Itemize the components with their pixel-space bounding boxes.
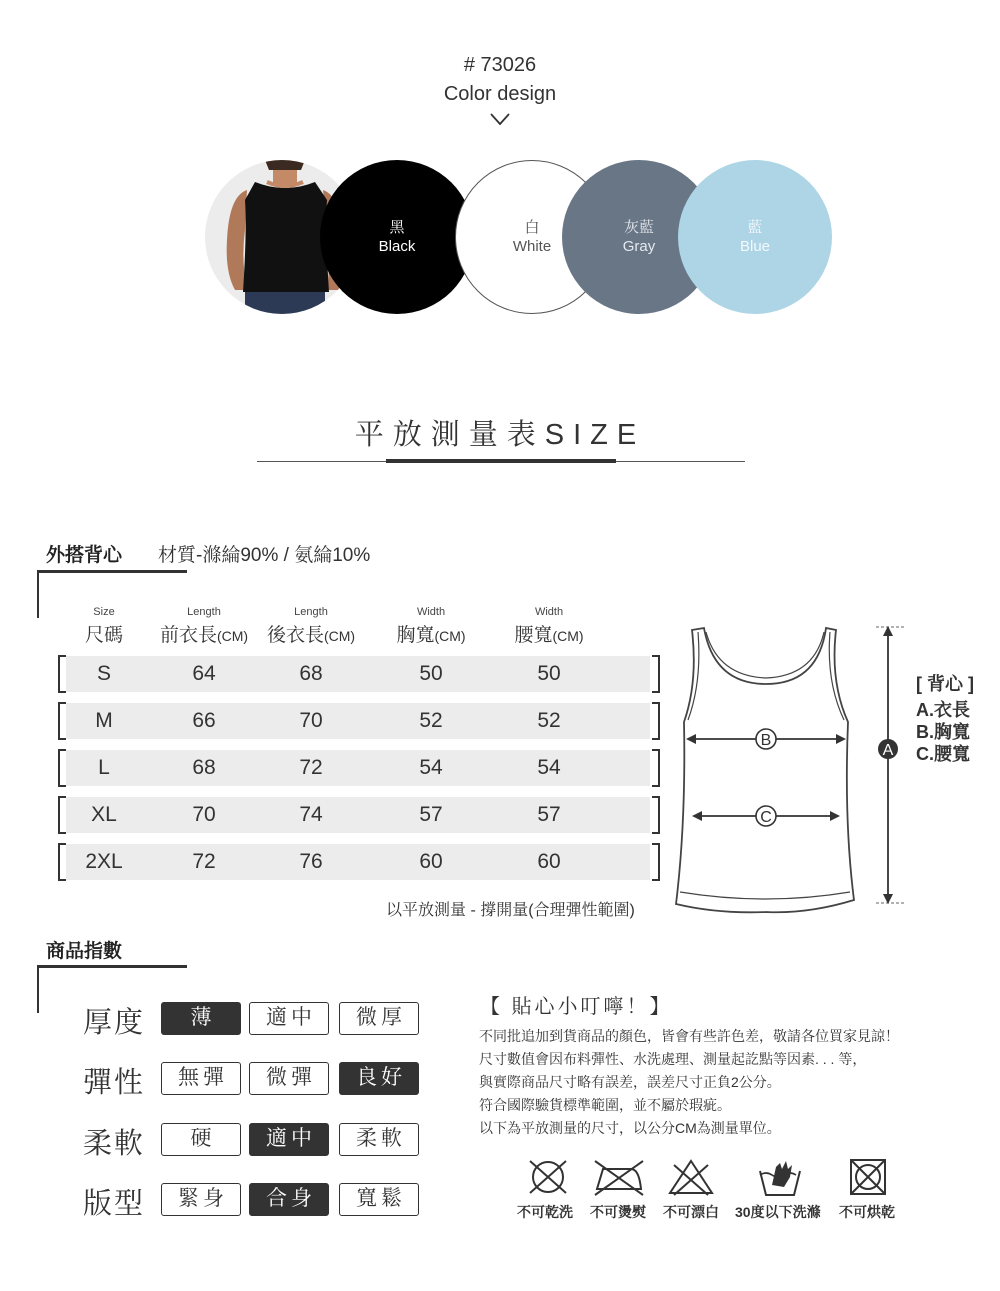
table-row [58,749,660,787]
svg-text:C: C [760,809,772,826]
marker-c [756,806,776,826]
care-label: 不可乾洗 [517,1204,573,1220]
legend-title: [ 背心 ] [916,674,974,694]
color-zh-label: 灰藍 [623,219,654,236]
legend-item: A.衣長 [916,700,970,720]
care-label: 30度以下洗滌 [735,1204,821,1220]
svg-text:B: B [760,732,772,749]
color-swatch-black[interactable] [320,160,474,314]
color-design-title: Color design [443,83,557,105]
cell-size: M [95,709,113,732]
table-row [58,843,660,881]
corner-line [37,570,39,618]
cell-back-length: 70 [299,709,323,732]
option-regular-fit: 合身 [249,1183,329,1216]
corner-line [37,965,39,1013]
care-note-line: 符合國際驗貨標準範圍，並不屬於瑕疵。 [479,1097,731,1113]
color-en-label: Gray [622,238,656,255]
option-medium: 適中 [249,1002,329,1035]
no-dry-clean-icon [526,1157,570,1197]
care-label: 不可燙熨 [590,1204,646,1220]
index-label-thickness: 厚度 [83,1007,146,1039]
corner-line [37,965,187,968]
cell-front-length: 72 [192,850,216,873]
cell-back-length: 74 [299,803,323,826]
product-type: 外搭背心 [46,545,123,566]
cell-chest-width: 60 [419,850,443,873]
cell-size: L [98,756,110,779]
cell-waist-width: 50 [537,662,561,685]
option-slight-stretch: 微彈 [249,1062,329,1095]
care-label: 不可烘乾 [839,1204,895,1220]
header-size: Size 尺碼 [84,606,123,646]
color-en-label: White [512,238,552,255]
cell-front-length: 66 [192,709,216,732]
option-loose: 寬鬆 [339,1183,419,1216]
product-code: # 73026 [463,54,537,76]
cell-back-length: 72 [299,756,323,779]
color-swatch-blue[interactable] [678,160,832,314]
care-note-line: 尺寸數值會因布料彈性、水洗處理、測量起訖點等因素. . . 等， [479,1051,867,1067]
color-zh-label: 黑 [389,219,405,236]
care-note-line: 以下為平放測量的尺寸，以公分CM為測量單位。 [479,1120,781,1136]
cell-waist-width: 54 [537,756,561,779]
care-label: 不可漂白 [663,1204,719,1220]
cell-front-length: 64 [192,662,216,685]
option-good-stretch: 良好 [339,1062,419,1095]
cell-waist-width: 52 [537,709,561,732]
tank-outline [676,628,854,912]
cell-front-length: 70 [192,803,216,826]
color-en-label: Black [378,238,416,255]
care-note-line: 不同批追加到貨商品的顏色，皆會有些許色差，敬請各位買家見諒！ [479,1028,899,1044]
option-hard: 硬 [161,1123,241,1156]
measurement-note: 以平放測量 - 撐開量(合理彈性範圍) [386,902,635,919]
cell-waist-width: 60 [537,850,561,873]
option-soft: 柔軟 [339,1123,419,1156]
header-waist-width: Width 腰寬(CM) [514,606,584,646]
index-label-elasticity: 彈性 [83,1067,146,1099]
no-iron-icon [591,1157,647,1197]
table-row [58,796,660,834]
marker-a [878,739,898,759]
option-thick: 微厚 [339,1002,419,1035]
cell-chest-width: 54 [419,756,443,779]
cell-chest-width: 57 [419,803,443,826]
size-section-title: 平放測量表SIZE [354,419,646,451]
chevron-down-icon [489,111,511,127]
cell-size: S [96,662,111,685]
index-label-softness: 柔軟 [83,1128,146,1160]
color-zh-label: 白 [524,219,540,236]
legend-item: C.腰寬 [916,744,970,764]
no-bleach-icon [666,1157,716,1197]
option-tight: 緊身 [161,1183,241,1216]
hand-wash-30-icon [756,1157,804,1199]
cell-back-length: 76 [299,850,323,873]
cell-chest-width: 50 [419,662,443,685]
option-medium-soft: 適中 [249,1123,329,1156]
product-material: 材質-滌綸90% / 氨綸10% [158,545,371,566]
care-note-line: 與實際商品尺寸略有誤差，誤差尺寸正負2公分。 [479,1074,781,1090]
cell-waist-width: 57 [537,803,561,826]
svg-text:A: A [882,742,894,759]
table-row [58,655,660,693]
option-thin: 薄 [161,1002,241,1035]
corner-line [37,570,187,573]
cell-chest-width: 52 [419,709,443,732]
table-row [58,702,660,740]
tank-top-diagram [668,622,908,918]
index-label-fit: 版型 [83,1188,146,1220]
header-back-length: Length 後衣長(CM) [266,606,356,646]
title-divider-accent [386,459,616,463]
index-title: 商品指數 [46,941,123,962]
legend-item: B.胸寬 [916,722,970,742]
cell-size: XL [91,803,117,826]
header-chest-width: Width 胸寬(CM) [396,606,466,646]
color-zh-label: 藍 [747,219,763,236]
cell-size: 2XL [85,850,123,873]
option-no-stretch: 無彈 [161,1062,241,1095]
color-en-label: Blue [739,238,771,255]
no-tumble-dry-icon [848,1157,888,1197]
cell-back-length: 68 [299,662,323,685]
marker-b [756,729,776,749]
header-front-length: Length 前衣長(CM) [159,606,249,646]
care-title: 【 貼心小叮嚀！】 [480,996,673,1018]
cell-front-length: 68 [192,756,216,779]
